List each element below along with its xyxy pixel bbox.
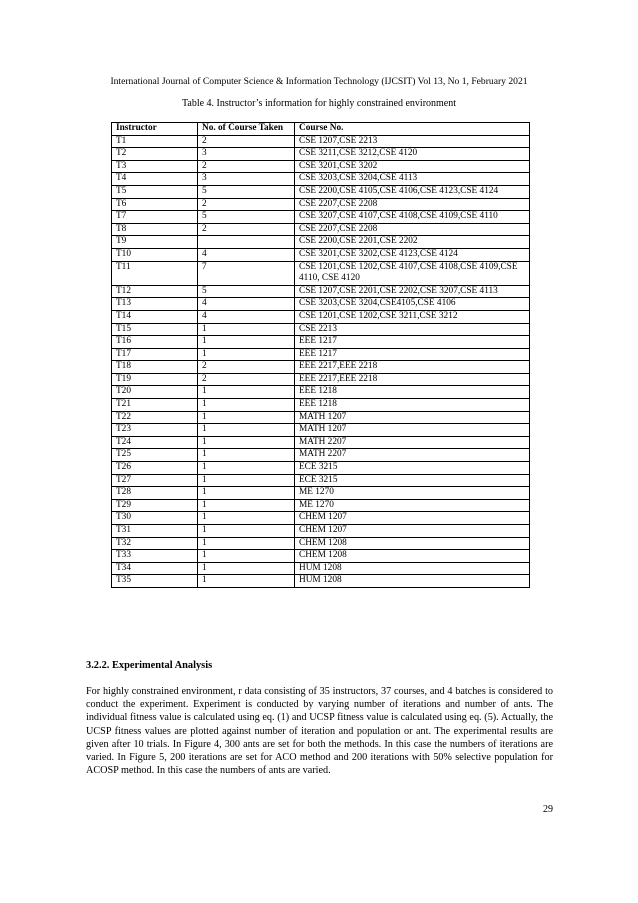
cell-course-count: 1 [198, 348, 295, 361]
cell-instructor: T33 [112, 550, 198, 563]
cell-instructor: T10 [112, 248, 198, 261]
cell-course-no: MATH 1207 [295, 424, 530, 437]
table-row [112, 512, 530, 525]
cell-instructor: T35 [112, 575, 198, 588]
table-row [112, 499, 530, 512]
cell-course-no: ME 1270 [295, 499, 530, 512]
cell-course-no: MATH 2207 [295, 436, 530, 449]
cell-instructor: T29 [112, 499, 198, 512]
cell-course-count: 4 [198, 310, 295, 323]
cell-course-count: 2 [198, 160, 295, 173]
body-paragraph: For highly constrained environment, r data consisting of 35 instructors, 37 courses, and 4 batches is considered to conduct the experiment. Experiment is conducted by varying number of iterations and number of ants. The individual fitness value is calculated using eq. (1) and UCSP fitness value is calculated using eq. (5). Actually, the UCSP fitness values are plotted against number of iteration and population or ant. The experimental results are given after 10 trials. In Figure 4, 300 ants are set for both the methods. In this case the numbers of iterations are varied. In Figure 5, 200 iterations are set for ACO method and 200 iterations with 50% selective population for ACOSP method. In this case the numbers of ants are varied. [86, 686, 553, 777]
cell-course-no: CSE 3201,CSE 3202,CSE 4123,CSE 4124 [295, 248, 530, 261]
cell-course-no: EEE 1218 [295, 399, 530, 412]
cell-course-no: CSE 1201,CSE 1202,CSE 4107,CSE 4108,CSE 4109,CSE 4110, CSE 4120 [295, 261, 530, 285]
cell-instructor: T4 [112, 173, 198, 186]
cell-instructor: T25 [112, 449, 198, 462]
cell-course-no: MATH 1207 [295, 411, 530, 424]
table-row [112, 525, 530, 538]
cell-instructor: T23 [112, 424, 198, 437]
cell-course-no: CSE 2207,CSE 2208 [295, 198, 530, 211]
cell-instructor: T14 [112, 310, 198, 323]
cell-course-count: 2 [198, 373, 295, 386]
cell-course-count: 1 [198, 562, 295, 575]
table-row [112, 449, 530, 462]
cell-course-count: 2 [198, 361, 295, 374]
table-row [112, 135, 530, 148]
cell-course-no: HUM 1208 [295, 575, 530, 588]
cell-instructor: T30 [112, 512, 198, 525]
cell-instructor: T18 [112, 361, 198, 374]
table-row [112, 298, 530, 311]
cell-course-no: CSE 3211,CSE 3212,CSE 4120 [295, 148, 530, 161]
cell-course-count: 1 [198, 386, 295, 399]
table-row [112, 173, 530, 186]
cell-course-no: EEE 1217 [295, 348, 530, 361]
table-body [112, 135, 530, 587]
cell-course-no: CSE 2213 [295, 323, 530, 336]
cell-course-no: CSE 1207,CSE 2213 [295, 135, 530, 148]
cell-course-no: CHEM 1207 [295, 512, 530, 525]
cell-course-no: CHEM 1208 [295, 537, 530, 550]
page-number: 29 [543, 804, 553, 815]
cell-instructor: T13 [112, 298, 198, 311]
instructor-table [111, 122, 530, 588]
cell-course-count: 1 [198, 336, 295, 349]
table-row [112, 160, 530, 173]
table-row [112, 185, 530, 198]
cell-course-count: 5 [198, 185, 295, 198]
cell-course-no: MATH 2207 [295, 449, 530, 462]
cell-instructor: T6 [112, 198, 198, 211]
table-row [112, 373, 530, 386]
table-row [112, 348, 530, 361]
table-row [112, 462, 530, 475]
cell-instructor: T19 [112, 373, 198, 386]
cell-course-count: 1 [198, 499, 295, 512]
cell-course-count: 1 [198, 537, 295, 550]
cell-course-no: CSE 3203,CSE 3204,CSE 4113 [295, 173, 530, 186]
table-row [112, 487, 530, 500]
cell-course-no: CSE 3201,CSE 3202 [295, 160, 530, 173]
cell-course-no: CHEM 1208 [295, 550, 530, 563]
table-caption: Table 4. Instructor’s information for highly constrained environment [181, 98, 457, 109]
section-title: 3.2.2. Experimental Analysis [86, 660, 213, 671]
table-row [112, 310, 530, 323]
header-course-no: Course No. [295, 123, 530, 136]
table-row [112, 474, 530, 487]
table-row [112, 148, 530, 161]
cell-course-count: 1 [198, 550, 295, 563]
table-row [112, 285, 530, 298]
cell-course-count [198, 236, 295, 249]
table-row [112, 411, 530, 424]
cell-instructor: T27 [112, 474, 198, 487]
cell-instructor: T9 [112, 236, 198, 249]
table-row [112, 261, 530, 285]
cell-course-count: 1 [198, 462, 295, 475]
cell-course-no: ECE 3215 [295, 462, 530, 475]
cell-instructor: T21 [112, 399, 198, 412]
cell-instructor: T3 [112, 160, 198, 173]
cell-instructor: T17 [112, 348, 198, 361]
cell-course-no: CHEM 1207 [295, 525, 530, 538]
cell-course-no: EEE 2217,EEE 2218 [295, 373, 530, 386]
table-row [112, 436, 530, 449]
cell-instructor: T22 [112, 411, 198, 424]
cell-course-count: 1 [198, 411, 295, 424]
cell-course-count: 2 [198, 198, 295, 211]
table-row [112, 198, 530, 211]
cell-instructor: T7 [112, 211, 198, 224]
cell-instructor: T1 [112, 135, 198, 148]
cell-course-count: 1 [198, 487, 295, 500]
cell-instructor: T26 [112, 462, 198, 475]
table-header-row [112, 123, 530, 136]
cell-course-no: ECE 3215 [295, 474, 530, 487]
cell-course-count: 1 [198, 512, 295, 525]
cell-instructor: T28 [112, 487, 198, 500]
table-row [112, 248, 530, 261]
cell-instructor: T16 [112, 336, 198, 349]
cell-course-count: 3 [198, 148, 295, 161]
table-row [112, 211, 530, 224]
table-row [112, 323, 530, 336]
cell-course-no: CSE 3203,CSE 3204,CSE4105,CSE 4106 [295, 298, 530, 311]
cell-course-count: 1 [198, 525, 295, 538]
cell-course-count: 7 [198, 261, 295, 285]
cell-course-no: EEE 1218 [295, 386, 530, 399]
cell-course-no: ME 1270 [295, 487, 530, 500]
cell-instructor: T24 [112, 436, 198, 449]
cell-course-no: CSE 1207,CSE 2201,CSE 2202,CSE 3207,CSE 4113 [295, 285, 530, 298]
cell-course-count: 1 [198, 474, 295, 487]
cell-course-no: EEE 1217 [295, 336, 530, 349]
cell-course-count: 1 [198, 436, 295, 449]
journal-header: International Journal of Computer Science & Information Technology (IJCSIT) Vol 13, No 1, February 2021 [110, 76, 528, 87]
cell-course-no: CSE 2207,CSE 2208 [295, 223, 530, 236]
table-row [112, 424, 530, 437]
cell-course-no: CSE 2200,CSE 2201,CSE 2202 [295, 236, 530, 249]
cell-instructor: T31 [112, 525, 198, 538]
table-row [112, 575, 530, 588]
cell-course-count: 1 [198, 575, 295, 588]
cell-course-no: HUM 1208 [295, 562, 530, 575]
table-row [112, 537, 530, 550]
cell-instructor: T20 [112, 386, 198, 399]
header-instructor: Instructor [112, 123, 198, 136]
cell-course-no: EEE 2217,EEE 2218 [295, 361, 530, 374]
cell-course-no: CSE 2200,CSE 4105,CSE 4106,CSE 4123,CSE 4124 [295, 185, 530, 198]
cell-course-count: 2 [198, 135, 295, 148]
table-row [112, 386, 530, 399]
table-row [112, 399, 530, 412]
table-row [112, 562, 530, 575]
cell-course-count: 5 [198, 211, 295, 224]
cell-course-no: CSE 1201,CSE 1202,CSE 3211,CSE 3212 [295, 310, 530, 323]
cell-course-count: 2 [198, 223, 295, 236]
cell-instructor: T34 [112, 562, 198, 575]
cell-instructor: T12 [112, 285, 198, 298]
table-row [112, 236, 530, 249]
table-row [112, 361, 530, 374]
header-course-count: No. of Course Taken [198, 123, 295, 136]
cell-course-count: 3 [198, 173, 295, 186]
cell-course-count: 4 [198, 298, 295, 311]
cell-course-no: CSE 3207,CSE 4107,CSE 4108,CSE 4109,CSE 4110 [295, 211, 530, 224]
cell-course-count: 1 [198, 449, 295, 462]
cell-instructor: T2 [112, 148, 198, 161]
cell-instructor: T32 [112, 537, 198, 550]
cell-course-count: 1 [198, 323, 295, 336]
cell-course-count: 4 [198, 248, 295, 261]
table-row [112, 550, 530, 563]
cell-course-count: 5 [198, 285, 295, 298]
cell-course-count: 1 [198, 424, 295, 437]
cell-instructor: T5 [112, 185, 198, 198]
table-row [112, 336, 530, 349]
cell-instructor: T11 [112, 261, 198, 285]
cell-instructor: T8 [112, 223, 198, 236]
table-row [112, 223, 530, 236]
cell-instructor: T15 [112, 323, 198, 336]
cell-course-count: 1 [198, 399, 295, 412]
